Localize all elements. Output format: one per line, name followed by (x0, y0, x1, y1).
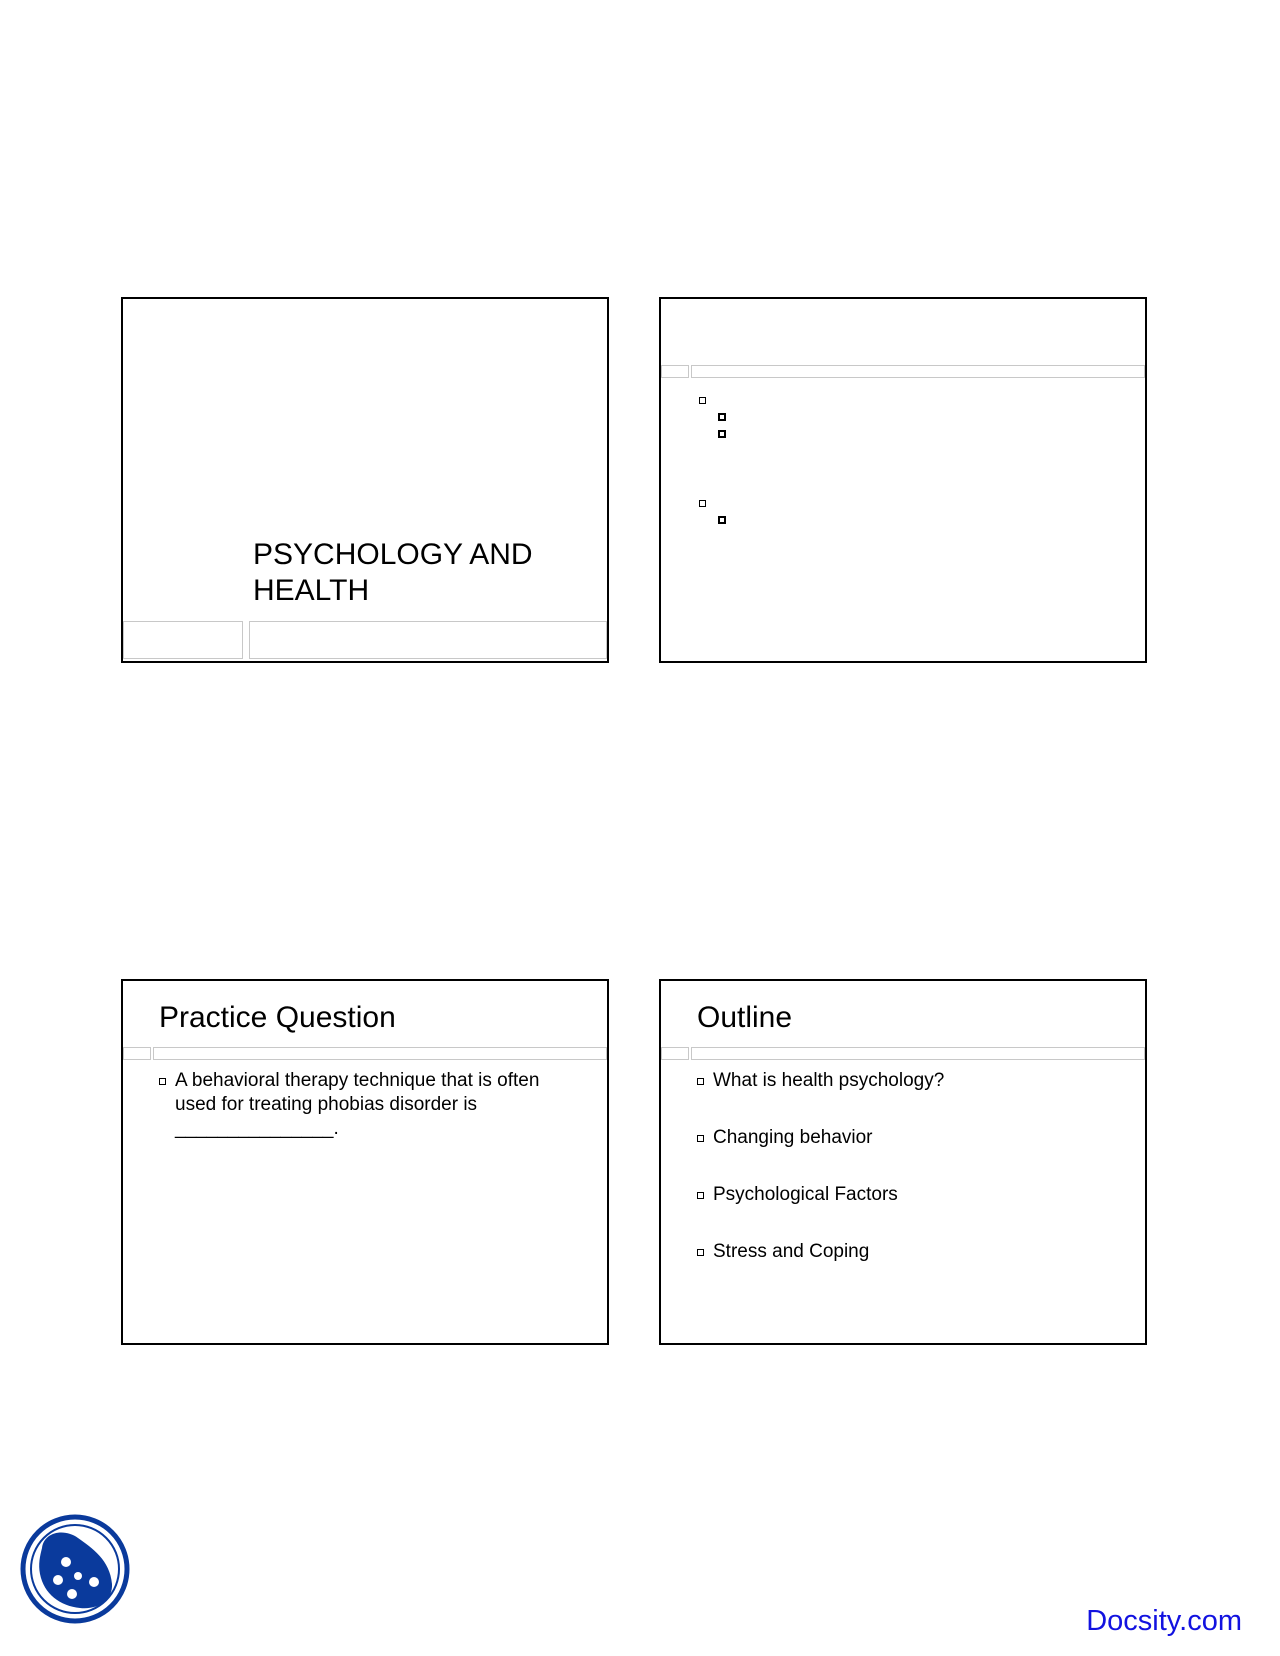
slide-outline (659, 979, 1147, 1345)
slide-title-text: PSYCHOLOGY AND HEALTH (253, 538, 533, 607)
bullet-checkbox-icon (697, 1192, 704, 1199)
header-bar-right (153, 1047, 607, 1060)
docsity-logo-icon[interactable] (20, 1514, 130, 1624)
slide-heading: Outline (697, 1001, 793, 1034)
outline-item: Psychological Factors (697, 1183, 898, 1207)
header-bar-left (661, 1047, 689, 1060)
header-bar-right (691, 1047, 1145, 1060)
slide-blank-bullets (659, 297, 1147, 663)
bullet-text: A behavioral therapy technique that is often used for treating phobias disorder is _______________. (175, 1070, 540, 1139)
outline-item: Changing behavior (697, 1126, 873, 1150)
bullet-item (159, 1069, 579, 1141)
sub-bullet-checkbox-icon (718, 430, 726, 438)
outline-item: What is health psychology? (697, 1069, 944, 1093)
footer-bar-right (249, 621, 607, 659)
header-bar-left (123, 1047, 151, 1060)
sub-bullet-checkbox-icon (718, 413, 726, 421)
header-bar-right (691, 365, 1145, 378)
bullet-checkbox-icon (159, 1078, 166, 1085)
slide-heading: Practice Question (159, 1001, 396, 1034)
bullet-checkbox-icon (697, 1078, 704, 1085)
outline-item: Stress and Coping (697, 1240, 869, 1264)
footer-bar-left (123, 621, 243, 659)
slide-practice-question (121, 979, 609, 1345)
bullet-checkbox-icon (699, 397, 706, 404)
sub-bullet-checkbox-icon (718, 516, 726, 524)
docsity-brand-link[interactable]: Docsity.com (1086, 1605, 1242, 1637)
bullet-checkbox-icon (697, 1135, 704, 1142)
header-bar-left (661, 365, 689, 378)
slide-title (121, 297, 609, 663)
bullet-checkbox-icon (697, 1249, 704, 1256)
bullet-checkbox-icon (699, 500, 706, 507)
